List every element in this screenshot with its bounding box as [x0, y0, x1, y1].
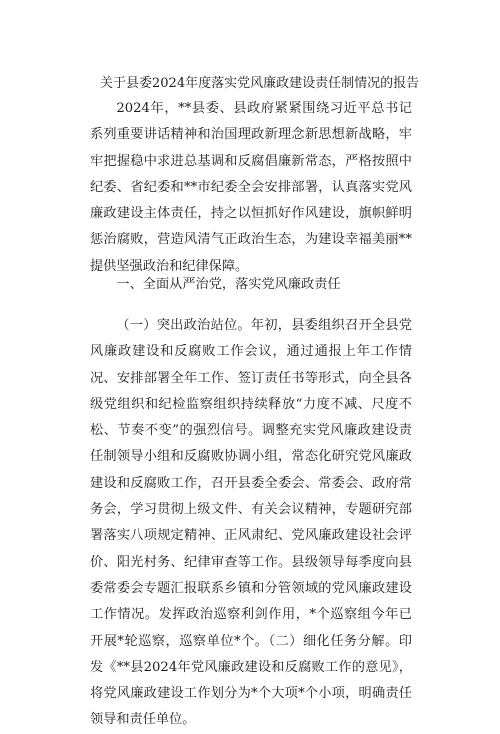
section-body-paragraph: （一）突出政治站位。年初，县委组织召开全县党风廉政建设和反腐败工作会议，通过通报上年工作情况、安排部署全年工作、签订责任书等形式，向全县各级党组织和纪检监察组织持续释放“力度不减、尺度不松、节奏不变”的强烈信号。调整充实党风廉政建设责任制领导小组和反腐败协调小组，常态化研究党风廉政建设和反腐败工作，召开县委全委会、常委会、政府常务会，学习贯彻上级文件、有关会议精神，专题研究部署落实八项规定精神、正风肃纪、党风廉政建设社会评价、阳光村务、纪律审查等工作。县级领导每季度向县委常委会专题汇报联系乡镇和分管领域的党风廉政建设工作情况。发挥政治巡察利剑作用，*个巡察组今年已开展*轮巡察，巡察单位*个。（二）细化任务分解。印发《**县2024年党风廉政建设和反腐败工作的意见》，将党风廉政建设工作划分为*个大项*个小项，明确责任领导和责任单位。: [90, 318, 412, 728]
section-heading: 一、全面从严治党，落实党风廉政责任: [116, 277, 341, 292]
intro-paragraph: 2024年，**县委、县政府紧紧围绕习近平总书记系列重要讲话精神和治国理政新理念新思想新战略，牢牢把握稳中求进总基调和反腐倡廉新常态，严格按照中纪委、省纪委和**市纪委全会安排部署，认真落实党风廉政建设主体责任，持之以恒抓好作风建设，旗帜鲜明惩治腐败，营造风清气正政治生态，为建设幸福美丽**提供坚强政治和纪律保障。: [90, 101, 412, 274]
document-title: 关于县委2024年度落实党风廉政建设责任制情况的报告: [100, 76, 420, 91]
